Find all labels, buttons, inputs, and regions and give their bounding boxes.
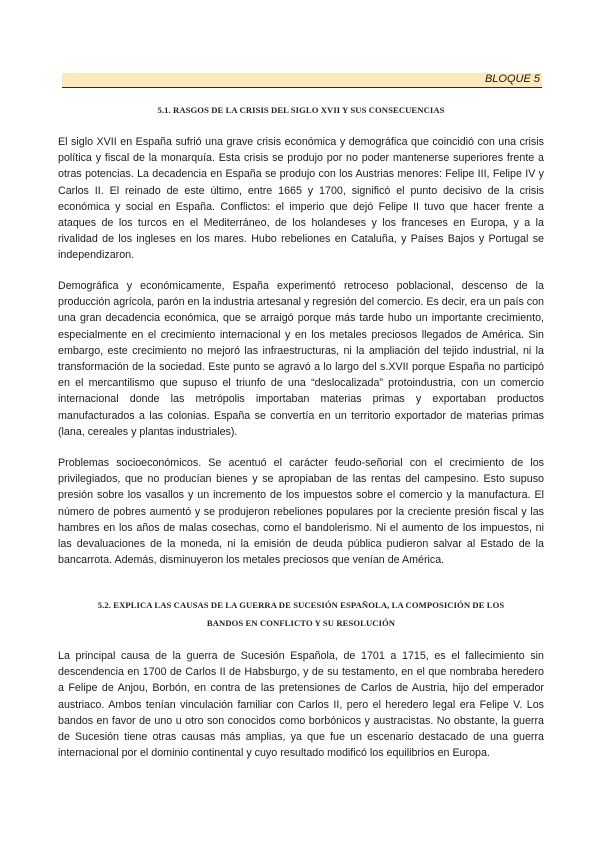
section-1-paragraph-3: Problemas socioeconómicos. Se acentuó el carácter feudo-señorial con el crecimiento de los privilegiados, que no producían bienes y se apropiaban de las rentas del campesino. Esto supuso presión sobre los vasallos y un incremento de los impuestos sobre el comercio y la manufactura. El número de pobres aumentó y se produjeron rebeliones populares por la creciente presión fiscal y las hambres en los años de malas cosechas, como el bandolerismo. Ni el aumento de los impuestos, ni las devaluaciones de la moneda, ni la emisión de deuda pública pudieron salvar al Estado de la bancarrota. Además, disminuyeron los metales preciosos que venían de América. <box>58 457 544 567</box>
section-1-paragraph-1: El siglo XVII en España sufrió una grave crisis económica y demográfica que coincidió con una crisis política y fiscal de la monarquía. Esta crisis se produjo por no poder mantenerse superiores frente a otras potencias. La decadencia en España se produjo con los Austrias menores: Felipe III, Felipe IV y Carlos II. El reinado de este último, entre 1665 y 1700, significó el punto decisivo de la crisis económica y social en España. Conflictos: el imperio que dejó Felipe II tuvo que hacer frente a ataques de los turcos en el Mediterráneo, de los holandeses y los franceses en Europa, y a la rivalidad de los ingleses en los mares. Hubo rebeliones en Cataluña, y Países Bajos y Portugal se independizaron. <box>58 136 544 262</box>
bloque-header-bar <box>62 73 542 88</box>
section-2-title-line-1: 5.2. EXPLICA LAS CAUSAS DE LA GUERRA DE SUCESIÓN ESPAÑOLA, LA COMPOSICIÓN DE LOS <box>97 600 505 610</box>
section-2-paragraph-1: La principal causa de la guerra de Sucesión Española, de 1701 a 1715, es el fallecimiento sin descendencia en 1700 de Carlos II de Habsburgo, y de su testamento, en el que nombraba heredero a Felipe de Anjou, Borbón, en contra de las pretensiones de Carlos de Austria, hijo del emperador austriaco. Ambos tenían vinculación familiar con Carlos II, pero el heredero legal era Felipe V. Los bandos en favor de uno u otro son conocidos como borbónicos y austracistas. No obstante, la guerra de Sucesión tiene otras causas más amplias, ya que fue un escenario destacado de una guerra internacional por el dominio continental y cuyo resultado modificó los equilibrios en Europa. <box>58 650 544 760</box>
section-1-title: 5.1. RASGOS DE LA CRISIS DEL SIGLO XVII Y SUS CONSECUENCIAS <box>157 105 445 115</box>
section-2-title-line-2: BANDOS EN CONFLICTO Y SU RESOLUCIÓN <box>206 618 396 628</box>
bloque-label: BLOQUE 5 <box>484 73 540 85</box>
section-1-paragraph-2: Demográfica y económicamente, España experimentó retroceso poblacional, descenso de la producción agrícola, parón en la industria artesanal y regresión del comercio. Es decir, era un país con una gran decadencia económica, que se arraigó porque más tarde hubo un importante crecimiento, especialmente en el crecimiento internacional y en los metales preciosos llegados de América. Sin embargo, este crecimiento no mejoró las infraestructuras, ni la ampliación del tejido industrial, ni la transformación de la sociedad. Este punto se agravó a lo largo del s.XVII porque España no participó en el mercantilismo que supuso el triunfo de una “deslocalizada” protoindustria, con un comercio internacional donde las metrópolis importaban materias primas y exportaban productos manufacturados a las colonias. España se convertía en un territorio exportador de materias primas (lana, cereales y plantas industriales). <box>58 280 544 438</box>
